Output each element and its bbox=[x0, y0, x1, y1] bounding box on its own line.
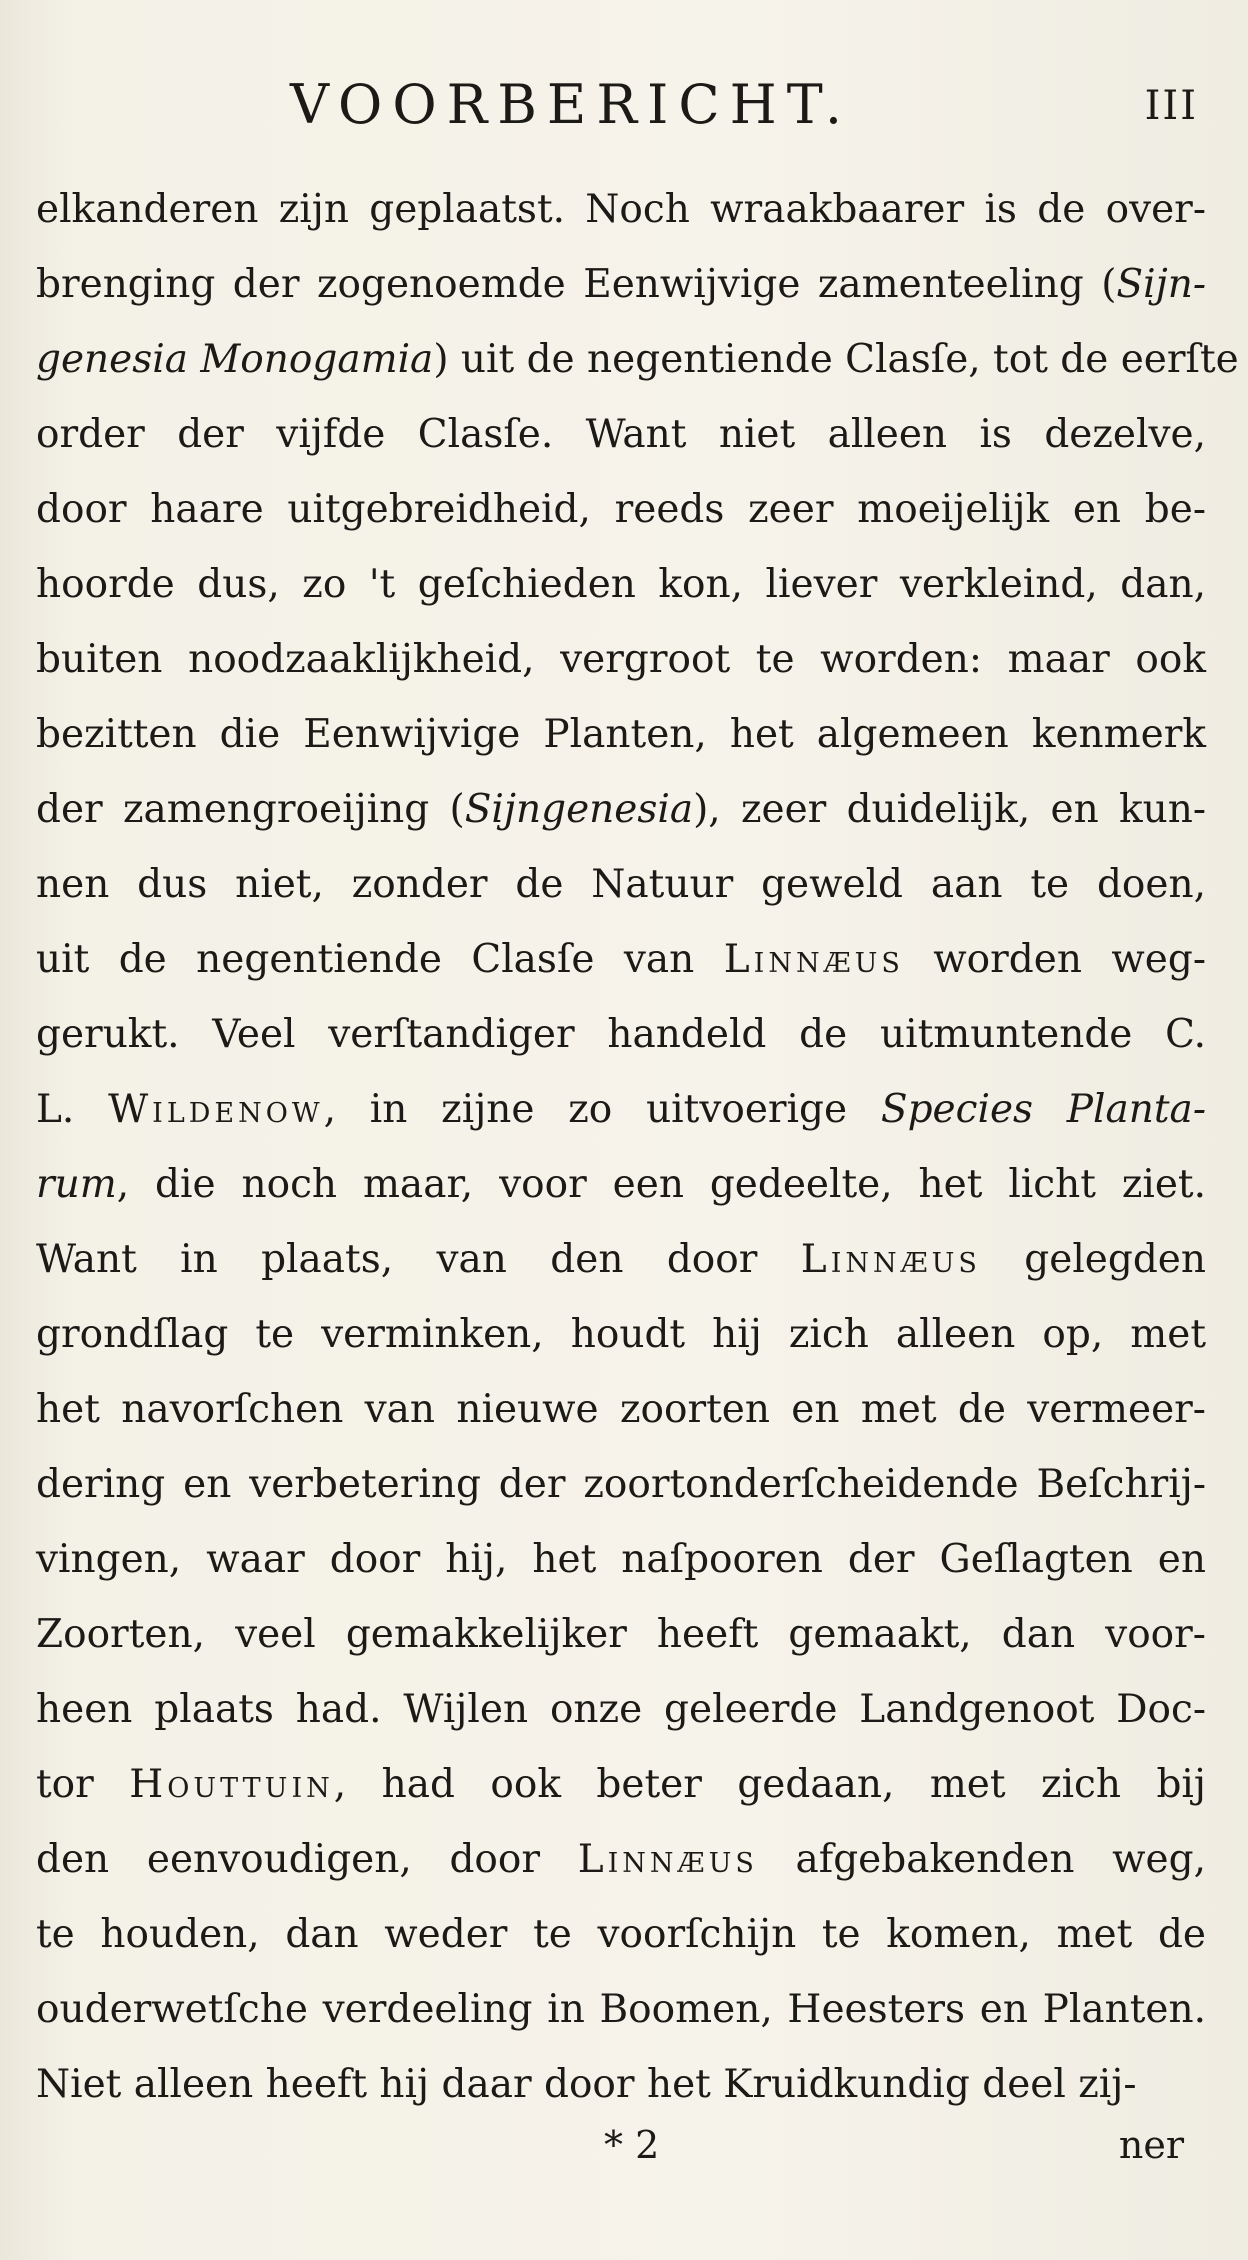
text-segment: gelegden bbox=[980, 1237, 1207, 1282]
italic-term: genesia Monogamia bbox=[36, 337, 434, 382]
text-line bbox=[36, 1147, 1206, 1222]
text-segment: afgebakenden weg, bbox=[757, 1837, 1206, 1882]
text-segment: bezitten die Eenwijvige Planten, het algemeen kenmerk bbox=[36, 712, 1206, 757]
text-segment: Zoorten, veel gemakkelijker heeft gemaakt, dan voor- bbox=[36, 1612, 1206, 1657]
text-line bbox=[36, 322, 1239, 397]
small-caps-name: Houttuin bbox=[129, 1762, 334, 1807]
text-segment: nen dus niet, zonder de Natuur geweld aan te doen, bbox=[36, 862, 1206, 907]
small-caps-name: Linnæus bbox=[800, 1237, 981, 1282]
italic-term: rum bbox=[36, 1162, 117, 1207]
text-segment: hoorde dus, zo 't geſchieden kon, liever verkleind, dan, bbox=[36, 562, 1206, 607]
text-line bbox=[36, 997, 1206, 1072]
text-segment: den eenvoudigen, door bbox=[36, 1837, 578, 1882]
text-line bbox=[36, 1372, 1206, 1447]
text-segment: heen plaats had. Wijlen onze geleerde Landgenoot Doc- bbox=[36, 1687, 1206, 1732]
running-title: VOORBERICHT. bbox=[290, 73, 852, 136]
text-line bbox=[36, 1822, 1206, 1897]
text-segment: , die noch maar, voor een gedeelte, het licht ziet. bbox=[116, 1162, 1206, 1207]
text-line bbox=[36, 1972, 1206, 2047]
text-line bbox=[36, 772, 1206, 847]
text-line bbox=[36, 397, 1206, 472]
italic-term: Species Planta- bbox=[880, 1087, 1206, 1132]
page-footer bbox=[0, 2110, 1248, 2180]
text-segment: Want in plaats, van den door bbox=[36, 1237, 801, 1282]
text-line bbox=[36, 472, 1206, 547]
small-caps-name: Linnæus bbox=[723, 937, 904, 982]
text-segment: ouderwetſche verdeeling in Boomen, Heesters en Planten. bbox=[36, 1987, 1206, 2032]
signature-mark: * 2 bbox=[604, 2123, 660, 2167]
text-line bbox=[36, 1747, 1206, 1822]
italic-term: Sijngenesia bbox=[464, 787, 694, 832]
text-segment: buiten noodzaaklijkheid, vergroot te worden: maar ook bbox=[36, 637, 1206, 682]
text-line bbox=[36, 1297, 1206, 1372]
text-segment: tor bbox=[36, 1762, 130, 1807]
page-number: III bbox=[1144, 83, 1198, 129]
small-caps-name: Wildenow bbox=[108, 1087, 324, 1132]
text-line bbox=[36, 622, 1206, 697]
catchword: ner bbox=[1118, 2123, 1184, 2167]
text-line bbox=[36, 247, 1206, 322]
text-segment: ), zeer duidelijk, en kun- bbox=[693, 787, 1207, 832]
text-segment: worden weg- bbox=[903, 937, 1206, 982]
text-line bbox=[36, 697, 1206, 772]
text-line bbox=[36, 1672, 1206, 1747]
text-segment: vingen, waar door hij, het naſpooren der Geſlagten en bbox=[36, 1537, 1206, 1582]
text-segment: L. bbox=[36, 1087, 109, 1132]
text-line bbox=[36, 1447, 1206, 1522]
text-segment: door haare uitgebreidheid, reeds zeer moeijelijk en be- bbox=[36, 487, 1206, 532]
text-segment: brenging der zogenoemde Eenwijvige zamenteeling ( bbox=[36, 262, 1117, 307]
text-line bbox=[36, 847, 1206, 922]
text-segment: der zamengroeijing ( bbox=[36, 787, 465, 832]
text-line bbox=[36, 922, 1206, 997]
text-segment: te houden, dan weder te voorſchijn te komen, met de bbox=[36, 1912, 1206, 1957]
body-text bbox=[36, 172, 1239, 2122]
text-segment: elkanderen zijn geplaatst. Noch wraakbaarer is de over- bbox=[36, 187, 1206, 232]
text-line bbox=[36, 1072, 1206, 1147]
text-line bbox=[36, 1522, 1206, 1597]
text-segment: order der vijfde Clasſe. Want niet alleen is dezelve, bbox=[36, 412, 1206, 457]
page-header bbox=[0, 70, 1248, 140]
text-segment: het navorſchen van nieuwe zoorten en met de vermeer- bbox=[36, 1387, 1206, 1432]
text-segment: ) uit de negentiende Clasſe, tot de eerſte bbox=[433, 337, 1239, 382]
text-segment: , in zijne zo uitvoerige bbox=[323, 1087, 881, 1132]
text-line bbox=[36, 172, 1206, 247]
text-line bbox=[36, 1222, 1206, 1297]
text-segment: , had ook beter gedaan, met zich bij bbox=[333, 1762, 1206, 1807]
small-caps-name: Linnæus bbox=[577, 1837, 758, 1882]
text-segment: dering en verbetering der zoortonderſcheidende Beſchrij- bbox=[36, 1462, 1206, 1507]
text-line bbox=[36, 1897, 1206, 1972]
text-segment: uit de negentiende Clasſe van bbox=[36, 937, 724, 982]
text-line bbox=[36, 547, 1206, 622]
text-segment: Niet alleen heeft hij daar door het Kruidkundig deel zij- bbox=[36, 2062, 1137, 2107]
text-segment: gerukt. Veel verſtandiger handeld de uitmuntende C. bbox=[36, 1012, 1206, 1057]
text-line bbox=[36, 1597, 1206, 1672]
italic-term: Sijn- bbox=[1116, 262, 1206, 307]
text-segment: grondſlag te verminken, houdt hij zich alleen op, met bbox=[36, 1312, 1206, 1357]
